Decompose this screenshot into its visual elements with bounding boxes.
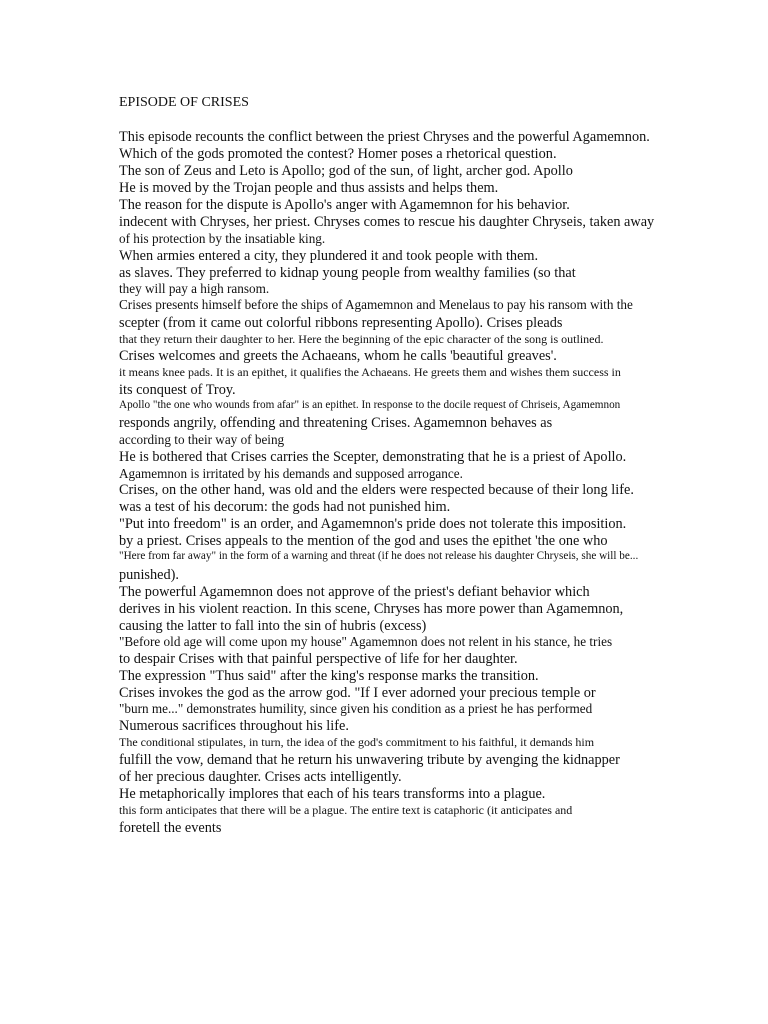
text-line: "Before old age will come upon my house" Agamemnon does not relent in his stance, he tries: [119, 634, 613, 649]
text-line: "Put into freedom" is an order, and Agamemnon's pride does not tolerate this imposition.: [119, 516, 627, 532]
text-line: The powerful Agamemnon does not approve of the priest's defiant behavior which: [119, 584, 590, 600]
text-line: according to their way of being: [119, 432, 285, 447]
text-line: derives in his violent reaction. In this scene, Chryses has more power than Agamemnon,: [119, 601, 624, 617]
text-line: punished).: [119, 567, 179, 583]
text-line: He is moved by the Trojan people and thus assists and helps them.: [119, 180, 499, 196]
text-line: scepter (from it came out colorful ribbons representing Apollo). Crises pleads: [119, 315, 563, 331]
text-line: responds angrily, offending and threatening Crises. Agamemnon behaves as: [119, 415, 553, 431]
text-line: He is bothered that Crises carries the Scepter, demonstrating that he is a priest of Apollo.: [119, 449, 627, 465]
text-line: Crises welcomes and greets the Achaeans, whom he calls 'beautiful greaves'.: [119, 348, 557, 364]
text-line: causing the latter to fall into the sin of hubris (excess): [119, 618, 427, 634]
text-line: The conditional stipulates, in turn, the idea of the god's commitment to his faithful, it demands him: [119, 735, 595, 749]
text-line: of his protection by the insatiable king.: [119, 231, 326, 246]
text-line: as slaves. They preferred to kidnap young people from wealthy families (so that: [119, 265, 576, 281]
text-line: fulfill the vow, demand that he return his unwavering tribute by avenging the kidnapper: [119, 752, 620, 768]
text-line: He metaphorically implores that each of his tears transforms into a plague.: [119, 786, 546, 802]
text-line: When armies entered a city, they plundered it and took people with them.: [119, 248, 539, 264]
text-line: foretell the events: [119, 820, 222, 836]
text-line: to despair Crises with that painful perspective of life for her daughter.: [119, 651, 518, 667]
text-line: Crises presents himself before the ships of Agamemnon and Menelaus to pay his ransom with the: [119, 297, 633, 312]
text-line: Apollo "the one who wounds from afar" is an epithet. In response to the docile request of Chriseis, Agamemnon: [119, 399, 621, 411]
text-line: Crises, on the other hand, was old and the elders were respected because of their long life.: [119, 482, 634, 498]
text-line: this form anticipates that there will be a plague. The entire text is cataphoric (it anticipates and: [119, 803, 573, 817]
text-line: "Here from far away" in the form of a warning and threat (if he does not release his daughter Chryseis, she will be...: [119, 550, 639, 562]
text-line: they will pay a high ransom.: [119, 281, 270, 296]
text-line: Crises invokes the god as the arrow god. "If I ever adorned your precious temple or: [119, 685, 596, 701]
text-line: its conquest of Troy.: [119, 382, 236, 398]
text-line: This episode recounts the conflict between the priest Chryses and the powerful Agamemnon.: [119, 129, 650, 145]
text-line: Which of the gods promoted the contest? Homer poses a rhetorical question.: [119, 146, 557, 162]
text-line: "burn me..." demonstrates humility, since given his condition as a priest he has performed: [119, 701, 593, 716]
text-line: The expression "Thus said" after the king's response marks the transition.: [119, 668, 539, 684]
text-line: indecent with Chryses, her priest. Chryses comes to rescue his daughter Chryseis, taken away: [119, 214, 655, 230]
text-line: of her precious daughter. Crises acts intelligently.: [119, 769, 402, 785]
text-line: The reason for the dispute is Apollo's anger with Agamemnon for his behavior.: [119, 197, 570, 213]
text-line: Numerous sacrifices throughout his life.: [119, 718, 349, 734]
text-line: by a priest. Crises appeals to the mention of the god and uses the epithet 'the one who: [119, 533, 608, 549]
document-title: EPISODE OF CRISES: [119, 95, 249, 110]
text-line: was a test of his decorum: the gods had not punished him.: [119, 499, 451, 515]
text-line: it means knee pads. It is an epithet, it qualifies the Achaeans. He greets them and wishes them success in: [119, 365, 621, 379]
text-line: that they return their daughter to her. Here the beginning of the epic character of the song is outlined.: [119, 332, 604, 346]
text-line: Agamemnon is irritated by his demands and supposed arrogance.: [119, 466, 463, 481]
text-line: The son of Zeus and Leto is Apollo; god of the sun, of light, archer god. Apollo: [119, 163, 573, 179]
